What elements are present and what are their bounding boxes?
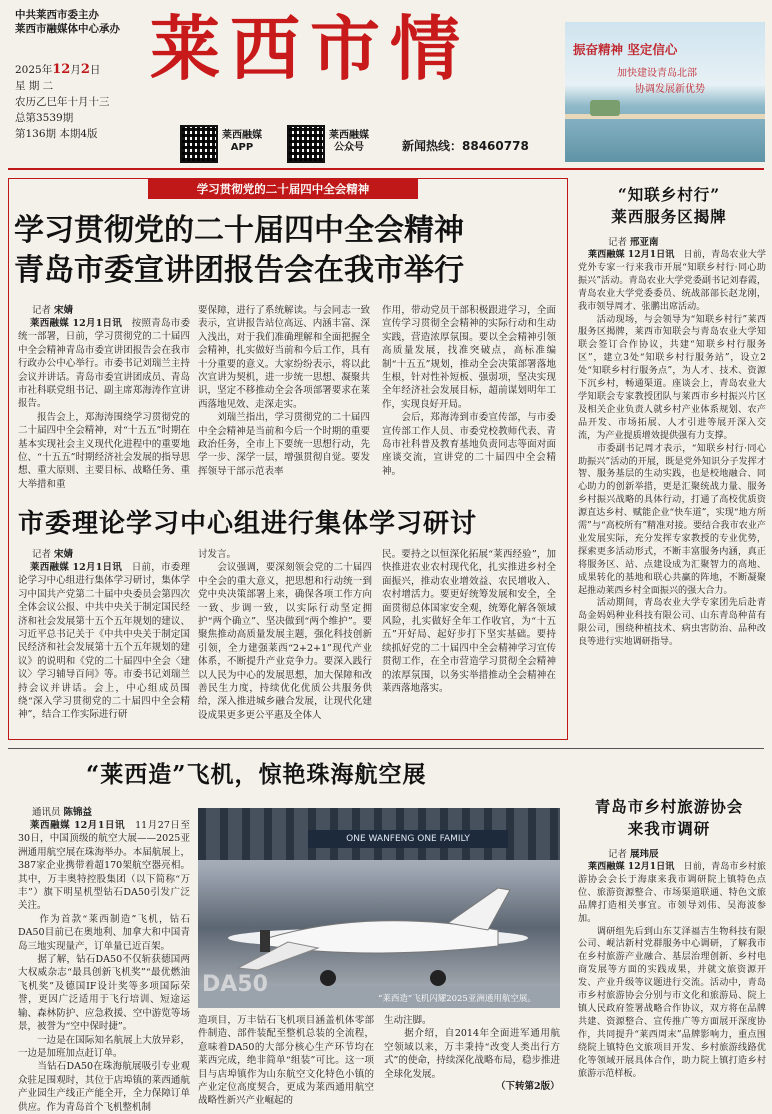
second-column-3	[382, 548, 556, 695]
promo-slogan-2: 加快建设青岛北部	[617, 68, 697, 79]
rural-byline	[578, 236, 766, 249]
tourism-reporter: 展玮辰	[630, 849, 659, 860]
lead-headline-2: 青岛市委宣讲团报告会在我市举行	[14, 253, 464, 288]
aircraft-column-1	[18, 806, 190, 1113]
rural-dateline: 莱西融媒 12月1日讯	[588, 249, 675, 260]
publisher-line-2: 莱西市融媒体中心承办	[15, 23, 120, 35]
rural-reporter-label: 记者	[608, 237, 628, 248]
lead-reporter: 宋婧	[54, 305, 74, 316]
second-reporter: 宋婧	[54, 549, 74, 560]
rural-reporter: 邢亚南	[630, 237, 659, 248]
issue-number: 第136期 本期4版	[15, 128, 98, 140]
lead-dateline: 莱西融媒 12月1日讯	[30, 318, 123, 329]
lead-col3-text: 作用，带动党员干部积极跟进学习，全面宣传学习贯彻全会精神的实际行动和生动实践，营造浓厚氛围。要以全会精神引领高质量发展，找准突破点，高标准编制“十五五”规划，推动全会决策部署落地生根，针对性补短板、强弱项，坚决实现全年经济社会发展目标，超前谋划明年工作，实现良好开局。 会后，郑海涛到市委宣传部，与市委宣传部工作人员、市委党校教师代表、青岛市社科普及教育基地负责同志等面对面座谈交流，宣讲党的二十届四中全会精神。	[382, 305, 556, 477]
tourism-text	[578, 861, 766, 1080]
lead-column-3	[382, 304, 556, 478]
second-dateline: 莱西融媒 12月1日讯	[30, 562, 123, 573]
second-reporter-label: 记者	[32, 549, 52, 560]
continued-note: （下转第2版）	[496, 1081, 560, 1092]
masthead-divider	[8, 168, 764, 170]
total-issue: 总第3539期	[15, 112, 74, 124]
publisher-line-1: 中共莱西市委主办	[15, 9, 99, 21]
lead-col1-body: 按照青岛市委统一部署，日前，学习贯彻党的二十届四中全会精神青岛市委宣讲团报告会在我市行政办公中心举行。市委书记刘瑞兰主持会议并讲话。青岛市委宣讲团成员、青岛市社科联党组书记、副主席郑海涛作宣讲报告。 报告会上，郑海涛围绕学习贯彻党的二十届四中全会精神，对“十五五”时期在基本实现社会主义现代化进程中的重要地位、“十五五”时期经济社会发展的指导思想、重大原则、主要目标、战略任务、重大举措和重	[18, 318, 190, 490]
second-col3-text: 民。要持之以恒深化拓展“莱西经验”，加快推进农业农村现代化，扎实推进乡村全面振兴，推动农业增效益、农民增收入、农村增活力。要更好统筹发展和安全，全面贯彻总体国家安全观，统筹化解各领域风险，扎实做好全年工作收官，为“十五五”开好局、起好步打下坚实基础。要持续抓好党的二十届四中全会精神学习宣传贯彻工作，在全市营造学习贯彻全会精神的浓厚氛围，以务实举措推动全会精神在莱西落地落实。	[382, 549, 556, 695]
aircraft-byline	[18, 806, 190, 819]
second-column-2	[198, 548, 372, 722]
second-column-1	[18, 548, 190, 722]
date-day: 2	[80, 62, 90, 77]
aircraft-column-2	[198, 1014, 374, 1107]
date-month: 12	[52, 62, 71, 77]
tourism-body: 日前，青岛市乡村旅游协会会长于海康来我市调研院上镇特色点位、旅游资源整合、市场渠道联通、特色文旅品牌打造相关事宜。市领导刘伟、吴海波参加。 调研组先后到山东艾泽福吉生物科技有限公司、岘沽新村党群服务中心调研，了解我市在乡村旅游产业融合、基层治理创新、乡村电商发展等方面的实践成果，并就文旅资源开发、产业升级等议题进行交流。活动中，青岛市乡村旅游协会分别与市文化和旅游局、院上镇人民政府签署战略合作协议，双方将在品牌共建、资源整合、宣传推广等方面展开深度协作，共同提升“莱西周末”品牌影响力，重点围绕院上镇特色文旅项目开发、乡村旅游线路优化等领域开展具体合作，助力院上镇打造乡村旅游示范样板。	[578, 862, 766, 1079]
news-hotline: 新闻热线：88460778	[402, 139, 529, 153]
section-divider	[8, 748, 764, 749]
section-tag: 学习贯彻党的二十届四中全会精神	[148, 179, 418, 199]
second-col1-body: 日前，市委理论学习中心组进行集体学习研讨，集体学习中国共产党第二十届中央委员会第四次全体会议公报、中共中央关于制定国民经济和社会发展第十五个五年规划的建议、习近平总书记关于《中共中央关于制定国民经济和社会发展第十五个五年规划的建议》的说明和《党的二十届四中全会〈建议〉学习辅导百问》等。市委书记刘瑞兰持会议并讲话。会上，中心组成员围绕“深入学习贯彻党的二十届四中全会精神”，结合工作实际进行研	[18, 562, 190, 721]
lead-headline-1: 学习贯彻党的二十届四中全会精神	[14, 213, 464, 248]
aircraft-column-3	[384, 1014, 560, 1084]
lead-byline	[18, 304, 190, 317]
weekday: 星 期 二	[15, 80, 54, 92]
aircraft-reporter: 陈锦益	[63, 807, 93, 818]
promo-banner	[565, 22, 765, 162]
tourism-dateline: 莱西融媒 12月1日讯	[588, 861, 675, 872]
aircraft-headline: “莱西造”飞机，惊艳珠海航空展	[86, 761, 427, 788]
date-day-unit: 日	[89, 64, 101, 76]
aircraft-col1-text	[18, 819, 190, 1114]
rural-headline-2: 莱西服务区揭牌	[611, 207, 727, 226]
second-byline	[18, 548, 190, 561]
rural-headline-1: “知联乡村行”	[617, 185, 721, 204]
second-headline: 市委理论学习中心组进行集体学习研讨	[18, 509, 478, 539]
lead-reporter-label: 记者	[32, 305, 52, 316]
aircraft-col1-body: 11月27日至30日，中国顶级的航空大展——2025亚洲通用航空展在珠海举办。本届航展上，387家企业携带着超170架航空器亮相。其中，万丰奥特控股集团（以下简称“万丰”）旗下明星机型钻石DA50引发广泛关注。 作为首款“莱西制造”飞机，钻石DA50目前已在奥地利、加拿大和中国青岛三地实现量产，订单量已近百架。 据了解，钻石DA50不仅斩获德国两大权威杂志“最具创新飞机奖”“最优燃油飞机奖”及德国IF设计奖等多项国际荣誉，更因广泛适用于飞行培训、短途运输、森林防护、应急救援、空中游览等场景，被誉为“空中保时捷”。 一边是在国际知名航展上大放异彩，一边是加班加点赶订单。 当钻石DA50在珠海航展吸引专业观众驻足围观时，其位于店埠镇的莱西通航产业园生产线正产能全开，全力保障订单供应。作为青岛首个飞机整机制	[18, 820, 190, 1113]
tourism-reporter-label: 记者	[608, 849, 628, 860]
tourism-headline-block	[574, 796, 764, 840]
aircraft-dateline: 莱西融媒 12月1日讯	[30, 820, 126, 831]
newspaper-title: 莱西市情	[150, 7, 470, 90]
tourism-article	[578, 848, 766, 1102]
tourism-headline-2: 来我市调研	[627, 819, 711, 838]
lunar-date: 农历乙巳年十月十三	[15, 96, 110, 108]
lead-col2-text: 要保障，进行了系统解读。与会同志一致表示，宣讲报告站位高远、内涵丰富、深入浅出，对于我们准确理解和全面把握全会精神，扎实做好当前和今后工作，具有十分重要的意义。大家纷纷表示，将以此次宣讲为契机，进一步统一思想、凝聚共识，坚定不移推动全会各项部署要求在莱西落地见效、走深走实。 刘瑞兰指出，学习贯彻党的二十届四中全会精神是当前和今后一个时期的重要政治任务，全市上下要统一思想行动，先学一步、深学一层，增强贯彻自觉。要发挥领导干部示范表率	[198, 305, 370, 477]
date-year: 2025年	[15, 64, 53, 76]
app-label-line-1: 莱西融媒	[222, 130, 262, 141]
promo-slogan-3: 协调发展新优势	[635, 84, 705, 95]
tourism-headline-1: 青岛市乡村旅游协会	[594, 797, 744, 816]
promo-slogan-1: 振奋精神 坚定信心	[573, 42, 678, 57]
second-col2-text: 讨发言。 会议强调，要深刻领会党的二十届四中全会的重大意义，把思想和行动统一到党中央决策部署上来，确保各项工作方向一致、步调一致，以实际行动坚定拥护“两个确立”、坚决做到“两个维护”。要聚焦推动高质量发展主题，强化科技创新引领，全力建强莱西“2+2+1”现代产业体系，不断提升产业竞争力。要深入践行以人民为中心的发展思想，加大保障和改善民生力度，持续优化优质公共服务供给，深入推进城乡融合发展，让现代化建设成果更多更公平惠及全体人	[198, 549, 372, 721]
lead-column-1	[18, 304, 190, 491]
second-col1-text	[18, 561, 190, 722]
photo-tail-lettering: DA50	[202, 972, 268, 997]
promo-pavilion-graphic	[590, 100, 620, 116]
rural-headline-block	[574, 184, 764, 228]
app-label-line-2: APP	[230, 142, 254, 153]
app-label	[222, 130, 262, 154]
wechat-label	[329, 130, 369, 154]
lead-col1-text	[18, 317, 190, 491]
wechat-qr-code	[287, 125, 325, 163]
aircraft-reporter-label: 通讯员	[32, 807, 61, 818]
rural-article	[578, 236, 766, 736]
app-qr-code	[180, 125, 218, 163]
wechat-label-line-1: 莱西融媒	[329, 130, 369, 141]
rural-text	[578, 249, 766, 649]
issue-info	[15, 62, 140, 142]
wechat-label-line-2: 公众号	[334, 142, 364, 153]
aircraft-col2-text: 造项目，万丰钻石飞机项目涵盖机体零部件制造、部件装配至整机总装的全流程，意味着DA50的大部分核心生产环节均在莱西完成，绝非简单“组装”可比。这一项目与店埠镇作为山东航空文化特色小镇的产业定位高度契合，更成为莱西通用航空战略性新兴产业崛起的	[198, 1015, 374, 1107]
rural-body: 日前，青岛农业大学党外专家一行来我市开展“知联乡村行·同心助振兴”活动。青岛农业大学党委副书记刘春霞，青岛农业大学党委委员、统战部部长赵龙刚，我市领导周才、张鹏出席活动。 活动现场，与会领导为“知联乡村行”莱西服务区揭牌，莱西市知联会与青岛农业大学知联会签订合作协议，共建“知联乡村行服务区”，建立3处“知联乡村行服务站”，设立2处“知联乡村行服务点”，为人才、技术、资源下沉乡村，畅通渠道。座谈会上，青岛农业大学知联会专家教授团队与莱西市乡村振兴片区及相关企业负责人就乡村产业体系规划、农产品开发、市场拓展、人才引进等展开深入交流，为产业提质增效提供强有力支撑。 市委副书记周才表示，“知联乡村行·同心助振兴”活动的开展，既是党外知识分子发挥才智、服务基层的生动实践，也是校地融合、同心助力的创新举措，更是汇聚统战力量、服务乡村振兴战略的具体行动，打通了高校优质资源直达乡村、赋能企业“快车道”，实现“地方所需”与“高校所有”精准对接。要结合我市农业产业发展实际，充分发挥专家教授的专业优势，探索更多活动形式，不断丰富服务内涵，真正将服务区、站、点建设成为汇聚智力的高地、成果转化的基地和联心共赢的阵地，不断凝聚起推动莱西乡村全面振兴的强大合力。 活动期间，青岛农业大学专家团先后赴青岛金妈妈种业科技有限公司、山东青岛种苗有限公司，围绕种植技术、病虫害防治、品种改良等进行实地调研指导。	[578, 250, 766, 648]
photo-caption: “莱西造”飞机闪耀2025亚洲通用航空展。	[378, 994, 536, 1004]
tourism-byline	[578, 848, 766, 861]
lead-column-2	[198, 304, 370, 478]
hall-banner-sign: ONE WANFENG ONE FAMILY	[308, 830, 508, 848]
aircraft-photo	[198, 808, 560, 1008]
date-line	[15, 62, 140, 78]
aircraft-col3-text: 生动注脚。 据介绍，自2014年全面进军通用航空领域以来，万丰秉持“改变人类出行方式”的使命，持续深化战略布局，稳步推进全球化发展。	[384, 1015, 560, 1080]
date-month-unit: 月	[70, 64, 81, 76]
publisher-block	[15, 8, 135, 36]
